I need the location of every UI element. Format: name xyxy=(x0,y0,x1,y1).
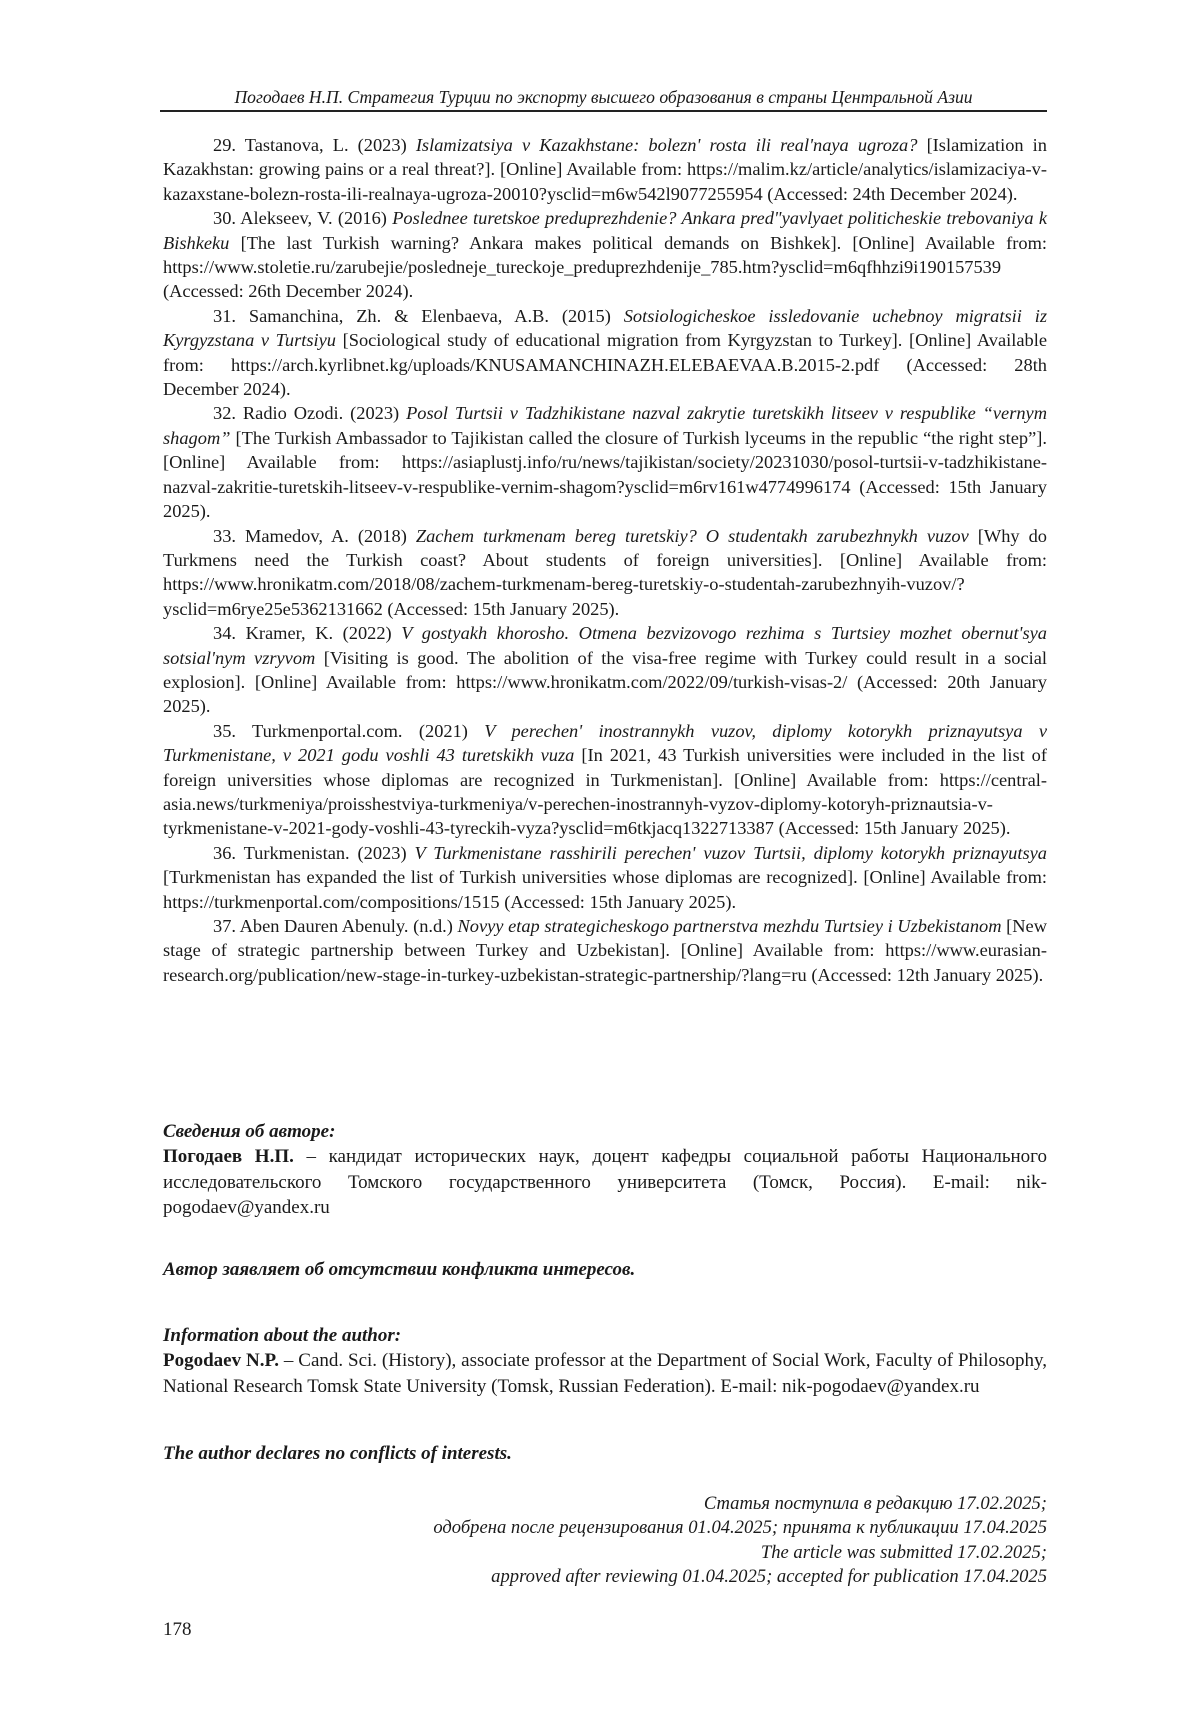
reference-authors: Aben Dauren Abenuly. (n.d.) xyxy=(239,916,453,936)
reference-details: [The Turkish Ambassador to Tajikistan called the closure of Turkish lyceums in the republic “the right step”]. [Online] Available from: https://asiaplustj.info/ru/news/tajikistan/society/20231030/posol-turtsii-v-tadzhikistane-nazval-zakritie-turetskih-litseev-v-respublike-vernim-shagom?ysclid=m6rv161w4774996174 (Accessed: 15th January 2025). xyxy=(163,427,1047,522)
author-info-ru-heading: Сведения об авторе: xyxy=(163,1121,336,1142)
reference-number: 34. xyxy=(213,623,236,644)
conflict-statement-ru: Автор заявляет об отсутствии конфликта интересов. xyxy=(163,1259,636,1280)
author-description-en: – Cand. Sci. (History), associate professor at the Department of Social Work, Faculty of Philosophy, National Research Tomsk State University (Tomsk, Russian Federation). E-mail: nik-pogodaev@yandex.ru xyxy=(163,1350,1047,1397)
reference-item xyxy=(163,524,1047,622)
author-info-en-heading: Information about the author: xyxy=(163,1325,402,1346)
reference-title: V gostyakh khorosho. Otmena bezvizovogo rezhima s Turtsiey mozhet obernut'sya sotsial'nym vzryvom xyxy=(163,623,1047,668)
author-info-en-body xyxy=(163,1348,1047,1399)
reference-number: 30. xyxy=(213,208,236,229)
reference-item xyxy=(163,304,1047,402)
reference-number: 36. xyxy=(213,842,236,863)
reference-number: 31. xyxy=(213,305,236,326)
reference-list xyxy=(163,133,1047,987)
reference-title: V Turkmenistane rasshirili perechen' vuzov Turtsii, diplomy kotorykh priznayutsya xyxy=(414,842,1047,863)
reference-number: 32. xyxy=(213,403,236,424)
dates-en-approved: approved after reviewing 01.04.2025; accepted for publication 17.04.2025 xyxy=(491,1566,1047,1588)
reference-details: [Visiting is good. The abolition of the visa-free regime with Turkey could result in a social explosion]. [Online] Available from: https://www.hronikatm.com/2022/09/turkish-visas-2/ (Accessed: 20th January 2025). xyxy=(163,647,1048,717)
reference-title: Sotsiologicheskoe issledovanie uchebnoy migratsii iz Kyrgyzstana v Turtsiyu xyxy=(163,305,1047,351)
reference-title: Islamizatsiya v Kazakhstane: bolezn' rosta ili real'naya ugroza? xyxy=(415,135,918,155)
reference-number: 33. xyxy=(213,525,236,546)
reference-title: Poslednee turetskoe preduprezhdenie? Ankara pred"yavlyaet politicheskie trebovaniya k Bishkeku xyxy=(163,208,1047,253)
reference-title: Posol Turtsii v Tadzhikistane nazval zakrytie turetskikh litseev v respublike “vernym shagom” xyxy=(163,403,1047,448)
author-info-en xyxy=(163,1323,1047,1399)
reference-authors: Samanchina, Zh. & Elenbaeva, A.B. (2015) xyxy=(248,305,611,326)
conflict-statement-en: The author declares no conflicts of interests. xyxy=(163,1443,512,1464)
reference-authors: Tastanova, L. (2023) xyxy=(244,135,407,155)
reference-item xyxy=(163,133,1047,206)
reference-details: [Sociological study of educational migration from Kyrgyzstan to Turkey]. [Online] Available from: https://arch.kyrlibnet.kg/uploads/KNUSAMANCHINAZH.ELEBAEVAA.B.2015-2.pdf (Accessed: 28th December 2024). xyxy=(163,330,1047,400)
reference-details: [The last Turkish warning? Ankara makes political demands on Bishkek]. [Online] Available from: https://www.stoletie.ru/zarubejie/posledneje_tureckoje_preduprezhdenije_785.htm?ysclid=m6qfhhzi9i190157539 (Accessed: 26th December 2024). xyxy=(163,232,1047,302)
reference-details: [New stage of strategic partnership between Turkey and Uzbekistan]. [Online] Available from: https://www.eurasian-research.org/publication/new-stage-in-turkey-uzbekistan-strategic-partnership/?lang=ru (Accessed: 12th January 2025). xyxy=(163,916,1047,985)
running-header: Погодаев Н.П. Стратегия Турции по экспорту высшего образования в страны Центральной Азии xyxy=(160,86,1047,112)
reference-authors: Alekseev, V. (2016) xyxy=(240,208,387,229)
page-number: 178 xyxy=(163,1619,192,1640)
reference-authors: Turkmenistan. (2023) xyxy=(243,842,407,863)
reference-authors: Kramer, K. (2022) xyxy=(245,623,392,644)
author-name-ru: Погодаев Н.П. xyxy=(163,1146,294,1168)
reference-title: Zachem turkmenam bereg turetskiy? O studentakh zarubezhnykh vuzov xyxy=(415,525,969,546)
reference-details: [Islamization in Kazakhstan: growing pains or a real threat?]. [Online] Available from: https://malim.kz/article/analytics/islamizaciya-v-kazaxstane-bolezn-rosta-ili-realnaya-ugroza-20010?ysclid=m6w542l9077255954 (Accessed: 24th December 2024). xyxy=(163,135,1047,204)
reference-item xyxy=(163,401,1047,523)
reference-title: Novyy etap strategicheskogo partnerstva mezhdu Turtsiey i Uzbekistanom xyxy=(457,916,1002,936)
author-info-ru xyxy=(163,1119,1047,1221)
author-name-en: Pogodaev N.P. xyxy=(163,1350,280,1372)
author-description-ru: – кандидат исторических наук, доцент кафедры социальной работы Национального исследовательского Томского государственного университета (Томск, Россия). E-mail: nik-pogodaev@yandex.ru xyxy=(163,1146,1048,1219)
dates-en-submitted: The article was submitted 17.02.2025; xyxy=(760,1541,1047,1563)
dates-ru-submitted: Статья поступила в редакцию 17.02.2025; xyxy=(703,1493,1047,1514)
reference-item xyxy=(163,206,1047,304)
author-info-ru-body xyxy=(163,1144,1047,1220)
reference-number: 35. xyxy=(213,720,236,741)
article-dates xyxy=(147,1492,1047,1590)
reference-item xyxy=(163,914,1047,987)
reference-number: 29. xyxy=(213,135,236,155)
reference-item xyxy=(163,621,1047,719)
reference-title: V perechen' inostrannykh vuzov, diplomy kotorykh priznayutsya v Turkmenistane, v 2021 godu voshli 43 turetskikh vuza xyxy=(163,720,1048,766)
reference-item xyxy=(163,841,1047,914)
reference-authors: Mamedov, A. (2018) xyxy=(245,525,407,546)
reference-authors: Radio Ozodi. (2023) xyxy=(242,403,400,424)
reference-item xyxy=(163,719,1047,841)
reference-details: [In 2021, 43 Turkish universities were included in the list of foreign universities whose diplomas are recognized in Turkmenistan]. [Online] Available from: https://central-asia.news/turkmeniya/proisshestviya-turkmeniya/v-perechen-inostrannyh-vyzov-diplomy-kotoryh-priznautsia-v-tyrkmenistane-v-2021-gody-voshli-43-tyreckih-vyza?ysclid=m6tkjacq1322713387 (Accessed: 15th January 2025). xyxy=(163,745,1048,839)
reference-authors: Turkmenportal.com. (2021) xyxy=(252,720,468,741)
reference-details: [Why do Turkmens need the Turkish coast? About students of foreign universities]. [Online] Available from: https://www.hronikatm.com/2018/08/zachem-turkmenam-bereg-turetskiy-o-studentah-zarubezhnyih-vuzov/?ysclid=m6rye25e5362131662 (Accessed: 15th January 2025). xyxy=(163,525,1047,619)
dates-ru-approved: одобрена после рецензирования 01.04.2025; принята к публикации 17.04.2025 xyxy=(433,1517,1047,1539)
reference-details: [Turkmenistan has expanded the list of Turkish universities whose diplomas are recognized]. [Online] Available from: https://turkmenportal.com/compositions/1515 (Accessed: 15th January 2025). xyxy=(163,867,1047,912)
reference-number: 37. xyxy=(213,916,236,936)
